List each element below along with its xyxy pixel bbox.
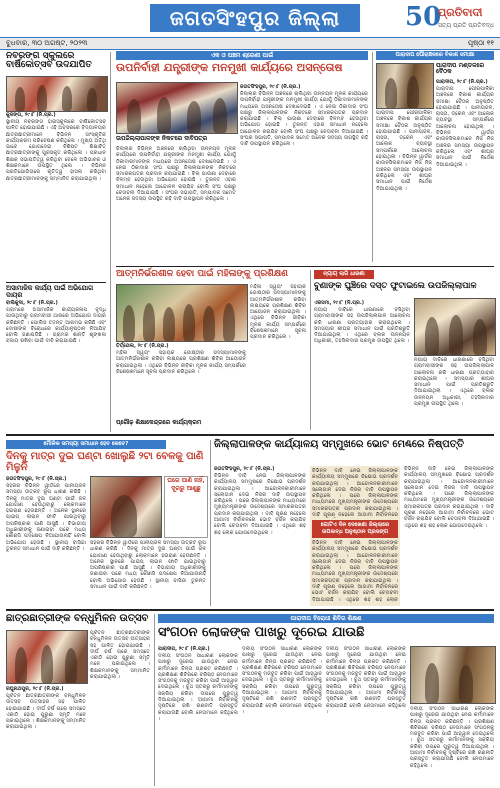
body-s11-col3: ଦଳୀୟ ସଂଗଠନ ସାଧାରଣ ଲୋକଙ୍କ ପାଖରୁ ଦୂରେଇ ଯାଉଥିବା ନେଇ କର୍ମୀମାନେ ଚିନ୍ତା ପ୍ରକଟ କରିଛନ୍ତି । ପ୍ରଶିକ୍ଷଣ ଶିବିରରେ ବରିଷ୍ଠ ନେତାମାନେ ସଂଗଠନକୁ ମଜବୁତ କରିବା ପାଇଁ ଆହ୍ୱାନ ଦେଇଥିଲେ । ବୁଥ ସ୍ତରରୁ କର୍ମୀମାନଙ୍କୁ ସକ୍ରିୟ କରିବା ଉପରେ ଗୁରୁତ୍ୱ ଦିଆଯାଇଥିଲା । ଆଗାମୀ ନିର୍ବାଚନକୁ ଦୃଷ୍ଟିରେ ରଖି ରଣନୀତି ପ୍ରସ୍ତୁତ କରାଯାଉଛି ବୋଲି ନେତାମାନେ କହିଥିଲେ । [326,646,406,715]
headline-s2: ଅସାମାଜିକ କାର୍ଯ୍ୟ ପାଇଁ ଅଭିଯୋଗ ଦାୟର [6,284,94,299]
photo-s11 [410,646,496,704]
kicker-s8: ମୌଳିକ ସମସ୍ୟା ସମାଧାନ ହେବ କେବେ? [6,440,166,449]
body-s10: ପୂର୍ବତନ ଛାତ୍ରଛାତ୍ରୀଙ୍କ ବନ୍ଧୁମିଳନ ଉତ୍ସବ ଉତ୍ସାହର ସହ ପାଳିତ ହୋଇଯାଇଛି । ଦୀର୍ଘ ବର୍ଷ ପରେ ସମସ୍ତେ ଏକାଠି ହୋଇ ପୁରୁଣା ସ୍ମୃତି ମନେ ପକାଇଥିଲେ । ଶିକ୍ଷକମାନଙ୍କୁ ସମ୍ମାନିତ କରାଯାଇଥିଲା । [6,693,86,731]
byline-s4: ପାରାଦୀପ, ୨୯।୮ (ନି.ପ୍ର.) [436,79,488,85]
photo-s3 [116,82,238,134]
headline-s9: ଜିଲ୍ଲାପାଳଙ୍କ କାର୍ଯ୍ୟାଳୟ ସମ୍ମୁଖରେ ଭୋଟ ମେଣ୍ଢରେ ନିଷ୍ପତ୍ତି [214,439,464,450]
byline-s2: ବାଲିକୁଦା, ୨୯।୮ (ନି.ପ୍ର.) [6,300,58,306]
banner-s4: ପାରାଦୀପ ପୌରାଞ୍ଚଳରେ ବିକାଶ ସମୀକ୍ଷା [376,51,494,60]
column-rule [310,270,311,430]
logo-tagline: ସତ୍ୟ ପ୍ରତି ପ୍ରତିବଦ୍ଧ [438,22,494,29]
kicker-s11: ପାରାଦୀପ ବିରୋଧୀ ଶିବିର ଶିକ୍ଷଣ [158,614,494,623]
byline-s5: ତିର୍ତ୍ତୋଲ, ୨୯।୮ (ନି.ପ୍ର.) [116,343,169,349]
body-s5-cont: ମହିଳା ସ୍ୱୟଂ ସହାୟକ ଗୋଷ୍ଠୀର ସଦସ୍ୟାମାନଙ୍କୁ ଆତ୍ମନିର୍ଭରଶୀଳ କରିବା ଲକ୍ଷ୍ୟରେ ପ୍ରଶିକ୍ଷଣ ଶିବିର ଆୟୋଜନ କରାଯାଇଥିଲା । ଏଥିରେ ବିଭିନ୍ନ ଜୀବିକା ମୂଳକ କାର୍ଯ୍ୟ ସମ୍ପର୍କରେ ବିଶେଷଜ୍ଞମାନେ ସୂଚନା ପ୍ରଦାନ କରିଥିଲେ । [250,284,306,341]
body-s5: ମହିଳା ସ୍ୱୟଂ ସହାୟକ ଗୋଷ୍ଠୀର ସଦସ୍ୟାମାନଙ୍କୁ ଆତ୍ମନିର୍ଭରଶୀଳ କରିବା ଲକ୍ଷ୍ୟରେ ପ୍ରଶିକ୍ଷଣ ଶିବିର ଆୟୋଜନ କରାଯାଇଥିଲା । ଏଥିରେ ବିଭିନ୍ନ ଜୀବିକା ମୂଳକ କାର୍ଯ୍ୟ ସମ୍ପର୍କରେ ବିଶେଷଜ୍ଞମାନେ ସୂଚନା ପ୍ରଦାନ କରିଥିଲେ । [116,350,246,375]
kicker-s3: ଏକ ଓ ପଞ୍ଚମ ଶ୍ରେଣୀ ପାଇଁ [116,51,368,60]
body-s2: ଗ୍ରାମରେ ଅସାମାଜିକ କାର୍ଯ୍ୟକଳାପ ବୃଦ୍ଧି ପାଉଥିବାରୁ ଗ୍ରାମବାସୀ ଥାନାରେ ଅଭିଯୋଗ ଦାୟର କରିଛନ୍ତି । ପୋଲିସ ତଦନ୍ତ ଆରମ୍ଭ କରିଛି ଏବଂ ଦୋଷୀଙ୍କ ବିରୋଧରେ କାର୍ଯ୍ୟାନୁଷ୍ଠାନ ନିଆଯିବ ବୋଲି ଜଣାପଡିଛି । ଗ୍ରାମର ଶାନ୍ତି ଶୃଙ୍ଖଳା ବଜାୟ ରଖିବା ପାଇଁ ଦାବି କରାଯାଇଛି । [6,307,106,345]
body-s8: ସହରର ବିଭିନ୍ନ ୱାର୍ଡରେ ପାନୀୟଜଳ ସମସ୍ୟା ଉତ୍କଟ ରୂପ ଧାରଣ କରିଛି । ଦିନକୁ ମାତ୍ର ଦୁଇ ଘଣ୍ଟା ପାଇଁ ଜଳ ଯୋଗାଣ ହେଉଥିବାରୁ ଲୋକମାନେ ହଇରାଣ ହେଉଛନ୍ତି । ଅନେକ ସ୍ଥାନରେ ପାଇପ୍ ଲାଇନ ଫାଟି ଯାଇଥିବାରୁ ଅପରିଷ୍କାର ପାଣି ଆସୁଛି । ବିଭାଗୀୟ ଅଧିକାରୀଙ୍କୁ ଜଣାଇବା ପରେ ମଧ୍ୟ କୌଣସି ପଦକ୍ଷେପ ନିଆଯାଉନାହିଁ ବୋଲି ଅଭିଯୋଗ ହେଉଛି । ସ୍ଥାନୀୟ ବାସିନ୍ଦା ତୁରନ୍ତ ସମାଧାନ ପାଇଁ ଦାବି କରିଛନ୍ତି । [6,483,86,552]
infobox-title-s9: ଗୋଟିଏ ଦିନ ଦେଖେଣା ଜିଲ୍ଲାରେ ଉପଲବ୍ଧ ଅନୁଷ୍ଠାନ ପ୍ରସଙ୍ଗ [312,520,398,538]
column-rule [110,52,111,432]
infobox-body-s9: ବିଭିନ୍ନ ଦାବି ନେଇ ଜିଲ୍ଲାପାଳଙ୍କ କାର୍ଯ୍ୟାଳୟ ସମ୍ମୁଖରେ ବିକ୍ଷୋଭ ପ୍ରଦର୍ଶନ କରାଯାଇଥିଲା । ଆନ୍ଦୋଳନକାରୀମାନେ ସ୍ଲୋଗାନ ଦେଇ ନିଜର ଦାବି ଉପସ୍ଥାପନ କରିଥିଲେ । ପରେ ଜିଲ୍ଲାପାଳଙ୍କ ମାଧ୍ୟମରେ ମୁଖ୍ୟମନ୍ତ୍ରୀଙ୍କ ଉଦ୍ଦେଶ୍ୟରେ ସ୍ମାରକପତ୍ର ପ୍ରଦାନ କରାଯାଇଥିଲା । ଦାବି ପୂରଣ ନହେଲେ ଆଗାମୀ ନିର୍ବାଚନରେ [312,468,398,518]
photo-s4 [376,63,434,109]
infobox-body-s9-cont: ବିଭିନ୍ନ ଦାବି ନେଇ ଜିଲ୍ଲାପାଳଙ୍କ କାର୍ଯ୍ୟାଳୟ ସମ୍ମୁଖରେ ବିକ୍ଷୋଭ ପ୍ରଦର୍ଶନ କରାଯାଇଥିଲା । ଆନ୍ଦୋଳନକାରୀମାନେ ସ୍ଲୋଗାନ ଦେଇ ନିଜର ଦାବି ଉପସ୍ଥାପନ କରିଥିଲେ । ପରେ ଜିଲ୍ଲାପାଳଙ୍କ ମାଧ୍ୟମରେ ମୁଖ୍ୟମନ୍ତ୍ରୀଙ୍କ ଉଦ୍ଦେଶ୍ୟରେ ସ୍ମାରକପତ୍ର ପ୍ରଦାନ କରାଯାଇଥିଲା । ଦାବି ପୂରଣ ନହେଲେ ଆଗାମୀ ନିର୍ବାଚନରେ ଭୋଟ ବର୍ଜନ କରାଯିବ ବୋଲି ଚେତାବନୀ ଦିଆଯାଇଛି । ଏଥିରେ ଶହ ଶହ ଲୋକ [312,540,398,603]
column-rule [210,440,211,606]
headline-s4: ପାରାଦୀପ ମଣ୍ଡଳରେ ବୈଠକ [436,62,484,76]
headline-s11: ସଂଗଠନ ଲୋକଙ୍କ ପାଖରୁ ଦୂରେଇ ଯାଉଛି [158,625,365,640]
page-number: ପୃଷ୍ଠା ୧୧ [467,39,494,47]
byline-s1: କୁଜଙ୍ଗ, ୨୯।୮ (ନି.ପ୍ର.) [6,112,56,118]
body-s9: ବିଭିନ୍ନ ଦାବି ନେଇ ଜିଲ୍ଲାପାଳଙ୍କ କାର୍ଯ୍ୟାଳୟ ସମ୍ମୁଖରେ ବିକ୍ଷୋଭ ପ୍ରଦର୍ଶନ କରାଯାଇଥିଲା । ଆନ୍ଦୋଳନକାରୀମାନେ ସ୍ଲୋଗାନ ଦେଇ ନିଜର ଦାବି ଉପସ୍ଥାପନ କରିଥିଲେ । ପରେ ଜିଲ୍ଲାପାଳଙ୍କ ମାଧ୍ୟମରେ ମୁଖ୍ୟମନ୍ତ୍ରୀଙ୍କ ଉଦ୍ଦେଶ୍ୟରେ ସ୍ମାରକପତ୍ର ପ୍ରଦାନ କରାଯାଇଥିଲା । ଦାବି ପୂରଣ ନହେଲେ ଆଗାମୀ ନିର୍ବାଚନରେ ଭୋଟ ବର୍ଜନ କରାଯିବ ବୋଲି ଚେତାବନୀ ଦିଆଯାଇଛି । ଏଥିରେ ଶହ ଶହ ଲୋକ ଯୋଗଦେଇଥିଲେ । [214,473,306,536]
photo-s8 [90,476,162,538]
body-s4-cont: ପାରାଦୀପ ପୌରପାଳିକା ଅଞ୍ଚଳରେ ବିକାଶ କାର୍ଯ୍ୟର ସମୀକ୍ଷା ବୈଠକ ଅନୁଷ୍ଠିତ ହୋଇଯାଇଛି । ପାନୀୟଜଳ, ରାସ୍ତା, ଡ୍ରେନ୍ ଏବଂ ଆଲୋକ ବ୍ୟବସ୍ଥା ସମ୍ପର୍କରେ ଆଲୋଚନା ହୋଇଥିଲା । ବିଭିନ୍ନ ୱାର୍ଡର କାଉନସିଲରମାନେ ନିଜ ନିଜ ଅଞ୍ଚଳର ସମସ୍ୟା ଉପସ୍ଥାପନ କରିଥିଲେ ଏବଂ ଶୀଘ୍ର ସମାଧାନ ପାଇଁ ନିର୍ଦ୍ଦେଶ ଦିଆଯାଇଥିଲା । [376,110,432,192]
divider [6,282,106,283]
headline-s8: ଦିନକୁ ମାତ୍ର ଦୁଇ ଘଣ୍ଟା ଖୋଲୁଛି ୨ଟା ବେଳକୁ ପାଣି ମିଳୁନି [6,451,204,473]
body-s3: ଜିଲ୍ଲାର ବିଭିନ୍ନ ଅଞ୍ଚଳରେ ଚାଲିଥିବା ଉନ୍ନୟନ ମୂଳକ କାର୍ଯ୍ୟରେ ଉପନିର୍ବାହୀ ଯନ୍ତ୍ରୀଙ୍କ ମନମୁଖୀ କାର୍ଯ୍ୟ ଯୋଗୁଁ ଠିକାଦାରମାନଙ୍କ ମଧ୍ୟରେ ଅସନ୍ତୋଷ ଦେଖାଦେଇଛି । ଏ ନେଇ ଠିକାଦାର ସଂଘ ପକ୍ଷରୁ ଜିଲ୍ଲାପାଳଙ୍କ ନିକଟରେ ସ୍ମାରକପତ୍ର ପ୍ରଦାନ କରାଯାଇଛି । ବିଲ୍ ପାଉଣା ଦେବାରେ ବିଳମ୍ବ ହେଉଥିବା ଅଭିଯୋଗ ହୋଇଛି । ତୁରନ୍ତ ଏହାର ସମାଧାନ ନହେଲେ ଆନ୍ଦୋଳନ କରାଯିବ ବୋଲି ସଂଘ ପକ୍ଷରୁ ଚେତାବନୀ ଦିଆଯାଇଛି । ସଂଘର ସଭାପତି, ସମ୍ପାଦକ ସମେତ ଅନେକ ସଦସ୍ୟ ଉପସ୍ଥିତ ରହି ଦାବି ଉପସ୍ଥାପନ କରିଥିଲେ । [240,91,368,148]
body-s11-col4: ଦଳୀୟ ସଂଗଠନ ସାଧାରଣ ଲୋକଙ୍କ ପାଖରୁ ଦୂରେଇ ଯାଉଥିବା ନେଇ କର୍ମୀମାନେ ଚିନ୍ତା ପ୍ରକଟ କରିଛନ୍ତି । ପ୍ରଶିକ୍ଷଣ ଶିବିରରେ ବରିଷ୍ଠ ନେତାମାନେ ସଂଗଠନକୁ ମଜବୁତ କରିବା ପାଇଁ ଆହ୍ୱାନ ଦେଇଥିଲେ । ବୁଥ ସ୍ତରରୁ କର୍ମୀମାନଙ୍କୁ ସକ୍ରିୟ କରିବା ଉପରେ ଗୁରୁତ୍ୱ ଦିଆଯାଇଥିଲା । ଆଗାମୀ ନିର୍ବାଚନକୁ ଦୃଷ୍ଟିରେ ରଖି ରଣନୀତି ପ୍ରସ୍ତୁତ କରାଯାଉଛି ବୋଲି ନେତାମାନେ କହିଥିଲେ । [410,706,494,769]
body-s6: ନ୍ୟାୟ ଦାବିରେ ଧାରଣାରେ ବସିଥିବା ଗ୍ରାମବାସୀଙ୍କ ସହ ଉପଜିଲ୍ଲାପାଳ ଆଲୋଚନା କରି ଧାରଣା ପ୍ରତ୍ୟାହାର କରାଇଥିଲେ । ସମସ୍ୟାର ଶୀଘ୍ର ସମାଧାନ ପାଇଁ ପ୍ରତିଶ୍ରୁତି ଦିଆଯାଇଥିଲା । ଏଥିରେ ବ୍ଲକ ଉନ୍ନୟନ ଅଧିକାରୀ, ତହସିଲଦାର ପ୍ରମୁଖ ଉପସ୍ଥିତ ଥିଲେ । [314,307,410,345]
column-rule [372,52,373,262]
logo-name: ପ୍ରତିବାଦୀ [438,6,483,19]
headline-s10: ଛାତ୍ରଛାତ୍ରୀଙ୍କ ବନ୍ଧୁମିଳନ ଉତ୍ସବ [6,613,149,624]
byline-s3: ଜଗତସିଂହପୁର, ୨୯।୮ (ନି.ପ୍ର.) [240,84,301,90]
headline-s3-secondary: ଉପଜିଲ୍ଲାପାଳଙ୍କ ନିକଟରେ ଦାବିପତ୍ର [116,135,208,142]
photo-s1 [6,76,108,112]
date-label: ବୁଧବାର, ୩୦ ଅଗଷ୍ଟ, ୨୦୨୩ [6,39,88,47]
byline-s6: ଏରସମା, ୨୯।୮ (ନି.ପ୍ର.) [314,300,365,306]
pullquote-s8: ଘରେ ପାଣି ନାହିଁ, ଦୂରରୁ ଆଣୁଛୁ [164,476,208,538]
headline-s7: ପ୍ରୌଢ଼ ଶିକ୍ଷାକେନ୍ଦ୍ରରେ କାର୍ଯ୍ୟକ୍ରମ [116,419,202,426]
divider [6,609,494,611]
photo-s5 [116,284,248,342]
headline-s5: ଆତ୍ମନିର୍ଭରଶୀଳ ହେବା ପାଇଁ ମହିଳାଙ୍କୁ ପ୍ରଶିକ୍ଷଣ [116,269,288,279]
body-s11-col2: ଦଳୀୟ ସଂଗଠନ ସାଧାରଣ ଲୋକଙ୍କ ପାଖରୁ ଦୂରେଇ ଯାଉଥିବା ନେଇ କର୍ମୀମାନେ ଚିନ୍ତା ପ୍ରକଟ କରିଛନ୍ତି । ପ୍ରଶିକ୍ଷଣ ଶିବିରରେ ବରିଷ୍ଠ ନେତାମାନେ ସଂଗଠନକୁ ମଜବୁତ କରିବା ପାଇଁ ଆହ୍ୱାନ ଦେଇଥିଲେ । ବୁଥ ସ୍ତରରୁ କର୍ମୀମାନଙ୍କୁ ସକ୍ରିୟ କରିବା ଉପରେ ଗୁରୁତ୍ୱ ଦିଆଯାଇଥିଲା । ଆଗାମୀ ନିର୍ବାଚନକୁ ଦୃଷ୍ଟିରେ ରଖି ରଣନୀତି ପ୍ରସ୍ତୁତ କରାଯାଉଛି ବୋଲି ନେତାମାନେ କହିଥିଲେ । [242,646,322,715]
headline-s3: ଉପନିର୍ବାହୀ ଯନ୍ତ୍ରୀଙ୍କ ମନମୁଖୀ କାର୍ଯ୍ୟରେ ଅସନ୍ତୋଷ [116,61,343,74]
logo-anniversary-number: 50 [405,2,442,32]
body-s4: ପାରାଦୀପ ପୌରପାଳିକା ଅଞ୍ଚଳରେ ବିକାଶ କାର୍ଯ୍ୟର ସମୀକ୍ଷା ବୈଠକ ଅନୁଷ୍ଠିତ ହୋଇଯାଇଛି । ପାନୀୟଜଳ, ରାସ୍ତା, ଡ୍ରେନ୍ ଏବଂ ଆଲୋକ ବ୍ୟବସ୍ଥା ସମ୍ପର୍କରେ ଆଲୋଚନା ହୋଇଥିଲା । ବିଭିନ୍ନ ୱାର୍ଡର କାଉନସିଲରମାନେ ନିଜ ନିଜ ଅଞ୍ଚଳର ସମସ୍ୟା ଉପସ୍ଥାପନ କରିଥିଲେ ଏବଂ ଶୀଘ୍ର ସମାଧାନ ପାଇଁ ନିର୍ଦ୍ଦେଶ ଦିଆଯାଇଥିଲା । [436,86,494,168]
body-s8-cont: ସହରର ବିଭିନ୍ନ ୱାର୍ଡରେ ପାନୀୟଜଳ ସମସ୍ୟା ଉତ୍କଟ ରୂପ ଧାରଣ କରିଛି । ଦିନକୁ ମାତ୍ର ଦୁଇ ଘଣ୍ଟା ପାଇଁ ଜଳ ଯୋଗାଣ ହେଉଥିବାରୁ ଲୋକମାନେ ହଇରାଣ ହେଉଛନ୍ତି । ଅନେକ ସ୍ଥାନରେ ପାଇପ୍ ଲାଇନ ଫାଟି ଯାଇଥିବାରୁ ଅପରିଷ୍କାର ପାଣି ଆସୁଛି । ବିଭାଗୀୟ ଅଧିକାରୀଙ୍କୁ ଜଣାଇବା ପରେ ମଧ୍ୟ କୌଣସି ପଦକ୍ଷେପ ନିଆଯାଉନାହିଁ ବୋଲି ଅଭିଯୋଗ ହେଉଛି । ସ୍ଥାନୀୟ ବାସିନ୍ଦା ତୁରନ୍ତ ସମାଧାନ ପାଇଁ ଦାବି କରିଛନ୍ତି । [90,540,206,591]
headline-s6: ବୁଣାଙ୍କ ଘୁଞ୍ଚିରେ ଦସ୍ତ ଫୁଟାଇଲେ ଉପଜିଲ୍ଲାପାଳ [314,281,477,291]
section-title: ଜଗତସିଂହପୁର ଜିଲ୍ଲା [150,4,360,32]
body-s11: ଦଳୀୟ ସଂଗଠନ ସାଧାରଣ ଲୋକଙ୍କ ପାଖରୁ ଦୂରେଇ ଯାଉଥିବା ନେଇ କର୍ମୀମାନେ ଚିନ୍ତା ପ୍ରକଟ କରିଛନ୍ତି । ପ୍ରଶିକ୍ଷଣ ଶିବିରରେ ବରିଷ୍ଠ ନେତାମାନେ ସଂଗଠନକୁ ମଜବୁତ କରିବା ପାଇଁ ଆହ୍ୱାନ ଦେଇଥିଲେ । ବୁଥ ସ୍ତରରୁ କର୍ମୀମାନଙ୍କୁ ସକ୍ରିୟ କରିବା ଉପରେ ଗୁରୁତ୍ୱ ଦିଆଯାଇଥିଲା । ଆଗାମୀ ନିର୍ବାଚନକୁ ଦୃଷ୍ଟିରେ ରଖି ରଣନୀତି ପ୍ରସ୍ତୁତ କରାଯାଉଛି ବୋଲି ନେତାମାନେ କହିଥିଲେ । [158,653,238,722]
kicker-s6: ନ୍ୟାୟ ଲାଗି ଧାରଣା [314,270,374,279]
byline-s8: ଜଗତସିଂହପୁର, ୨୯।୮ (ନି.ପ୍ର.) [6,476,67,482]
byline-s11: ପାରାଦୀପ, ୨୯।୮ (ନି.ପ୍ର.) [158,646,210,652]
byline-s9: ଜଗତସିଂହପୁର, ୨୯।୮ (ନି.ପ୍ର.) [214,466,275,472]
column-rule [154,614,155,786]
byline-s10: ରଘୁନାଥପୁର, ୨୯।୮ (ନି.ପ୍ର.) [6,686,64,692]
body-s9-cont: ବିଭିନ୍ନ ଦାବି ନେଇ ଜିଲ୍ଲାପାଳଙ୍କ କାର୍ଯ୍ୟାଳୟ ସମ୍ମୁଖରେ ବିକ୍ଷୋଭ ପ୍ରଦର୍ଶନ କରାଯାଇଥିଲା । ଆନ୍ଦୋଳନକାରୀମାନେ ସ୍ଲୋଗାନ ଦେଇ ନିଜର ଦାବି ଉପସ୍ଥାପନ କରିଥିଲେ । ପରେ ଜିଲ୍ଲାପାଳଙ୍କ ମାଧ୍ୟମରେ ମୁଖ୍ୟମନ୍ତ୍ରୀଙ୍କ ଉଦ୍ଦେଶ୍ୟରେ ସ୍ମାରକପତ୍ର ପ୍ରଦାନ କରାଯାଇଥିଲା । ଦାବି ପୂରଣ ନହେଲେ ଆଗାମୀ ନିର୍ବାଚନରେ ଭୋଟ ବର୍ଜନ କରାଯିବ ବୋଲି ଚେତାବନୀ ଦିଆଯାଇଛି । ଏଥିରେ ଶହ ଶହ ଲୋକ ଯୋଗଦେଇଥିଲେ । [404,466,494,529]
divider [116,266,494,267]
headline-s1: ନବରଙ୍ଗ ସ୍କୁଲରେ ବାର୍ଷିକୋତ୍ସବ ଉଦଯାପିତ [6,51,92,71]
photo-s6 [414,298,496,356]
dateline-bar [0,37,500,50]
divider [6,434,494,436]
body-s1: ସ୍ଥାନୀୟ ନବରଙ୍ଗ ହାଇସ୍କୁଲରେ ବାର୍ଷିକୋତ୍ସବ ପାଳିତ ହୋଇଯାଇଛି । ଏହି ଅବସରରେ ବିଦ୍ୟାଳୟର ଛାତ୍ରଛାତ୍ରୀମାନେ ବିଭିନ୍ନ ସାଂସ୍କୃତିକ କାର୍ଯ୍ୟକ୍ରମ ପରିବେଷଣ କରିଥିଲେ । ମୁଖ୍ୟ ଅତିଥି ଭାବେ ଯୋଗଦେଇ ବିଶିଷ୍ଟ ଶିକ୍ଷାବିତ୍ ଛାତ୍ରଛାତ୍ରୀଙ୍କୁ ପୁରସ୍କୃତ କରିଥିଲେ । ପ୍ରଧାନ ଶିକ୍ଷକ ସଭାପତିତ୍ୱ କରିଥିବା ବେଳେ ଅଭିଭାବକ ଓ ଶିକ୍ଷକମାନେ ଉପସ୍ଥିତ ଥିଲେ । ବିଭିନ୍ନ ପ୍ରତିଯୋଗିତାରେ କୃତିତ୍ୱ ହାସଲ କରିଥିବା ଛାତ୍ରଛାତ୍ରୀମାନଙ୍କୁ ସମ୍ମାନିତ କରାଯାଇଥିଲା । [6,119,106,182]
body-s3-cont: ଜିଲ୍ଲାର ବିଭିନ୍ନ ଅଞ୍ଚଳରେ ଚାଲିଥିବା ଉନ୍ନୟନ ମୂଳକ କାର୍ଯ୍ୟରେ ଉପନିର୍ବାହୀ ଯନ୍ତ୍ରୀଙ୍କ ମନମୁଖୀ କାର୍ଯ୍ୟ ଯୋଗୁଁ ଠିକାଦାରମାନଙ୍କ ମଧ୍ୟରେ ଅସନ୍ତୋଷ ଦେଖାଦେଇଛି । ଏ ନେଇ ଠିକାଦାର ସଂଘ ପକ୍ଷରୁ ଜିଲ୍ଲାପାଳଙ୍କ ନିକଟରେ ସ୍ମାରକପତ୍ର ପ୍ରଦାନ କରାଯାଇଛି । ବିଲ୍ ପାଉଣା ଦେବାରେ ବିଳମ୍ବ ହେଉଥିବା ଅଭିଯୋଗ ହୋଇଛି । ତୁରନ୍ତ ଏହାର ସମାଧାନ ନହେଲେ ଆନ୍ଦୋଳନ କରାଯିବ ବୋଲି ସଂଘ ପକ୍ଷରୁ ଚେତାବନୀ ଦିଆଯାଇଛି । ସଂଘର ସଭାପତି, ସମ୍ପାଦକ ସମେତ ଅନେକ ସଦସ୍ୟ ଉପସ୍ଥିତ ରହି ଦାବି ଉପସ୍ଥାପନ କରିଥିଲେ । [116,146,236,203]
body-s6-cont: ନ୍ୟାୟ ଦାବିରେ ଧାରଣାରେ ବସିଥିବା ଗ୍ରାମବାସୀଙ୍କ ସହ ଉପଜିଲ୍ଲାପାଳ ଆଲୋଚନା କରି ଧାରଣା ପ୍ରତ୍ୟାହାର କରାଇଥିଲେ । ସମସ୍ୟାର ଶୀଘ୍ର ସମାଧାନ ପାଇଁ ପ୍ରତିଶ୍ରୁତି ଦିଆଯାଇଥିଲା । ଏଥିରେ ବ୍ଲକ ଉନ୍ନୟନ ଅଧିକାରୀ, ତହସିଲଦାର ପ୍ରମୁଖ ଉପସ୍ଥିତ ଥିଲେ । [414,357,494,408]
photo-s10 [6,630,88,684]
body-s10-cont: ପୂର୍ବତନ ଛାତ୍ରଛାତ୍ରୀଙ୍କ ବନ୍ଧୁମିଳନ ଉତ୍ସବ ଉତ୍ସାହର ସହ ପାଳିତ ହୋଇଯାଇଛି । ଦୀର୍ଘ ବର୍ଷ ପରେ ସମସ୍ତେ ଏକାଠି ହୋଇ ପୁରୁଣା ସ୍ମୃତି ମନେ ପକାଇଥିଲେ । ଶିକ୍ଷକମାନଙ୍କୁ ସମ୍ମାନିତ କରାଯାଇଥିଲା । [90,630,150,681]
